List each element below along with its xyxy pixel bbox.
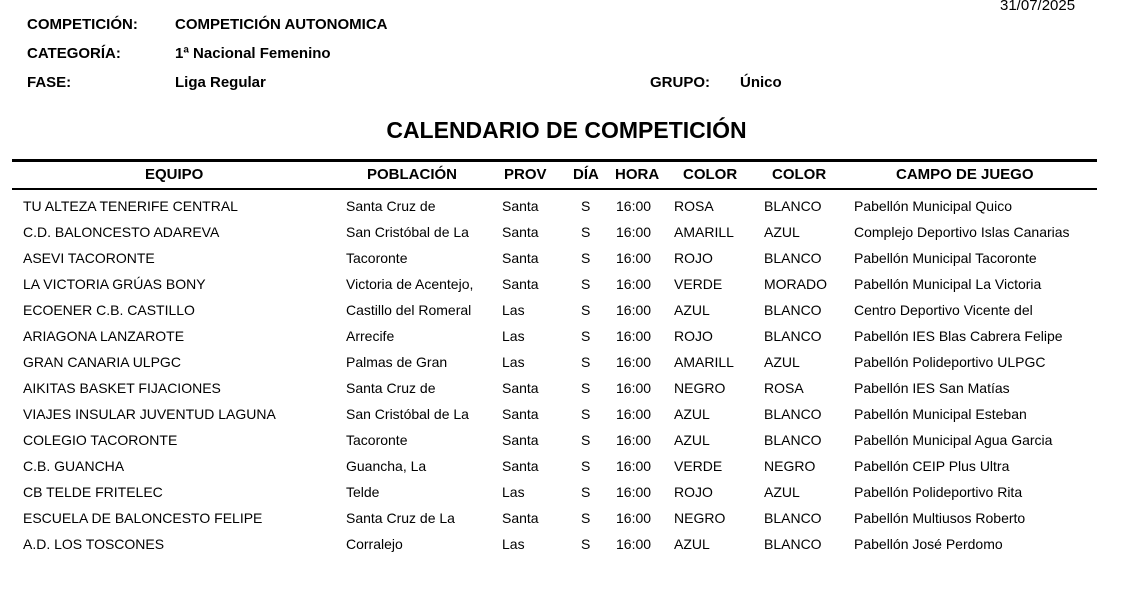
table-row <box>0 458 1133 484</box>
cell-equipo: TU ALTEZA TENERIFE CENTRAL <box>23 198 238 214</box>
cell-poblacion: Corralejo <box>346 536 403 552</box>
cell-prov: Santa <box>502 432 539 448</box>
table-row <box>0 328 1133 354</box>
page-title: CALENDARIO DE COMPETICIÓN <box>386 117 747 143</box>
table-row <box>0 484 1133 510</box>
cell-poblacion: Castillo del Romeral <box>346 302 472 318</box>
cell-campo: Pabellón Municipal Quico <box>854 198 1012 214</box>
column-header-prov: PROV <box>504 166 547 183</box>
cell-color-1: AZUL <box>674 432 710 448</box>
cell-poblacion: San Cristóbal de La <box>346 224 469 240</box>
cell-poblacion: Victoria de Acentejo, <box>346 276 474 292</box>
cell-prov: Las <box>502 536 525 552</box>
cell-prov: Santa <box>502 380 539 396</box>
table-row <box>0 224 1133 250</box>
cell-color-1: ROJO <box>674 328 713 344</box>
cell-equipo: COLEGIO TACORONTE <box>23 432 178 448</box>
cell-dia: S <box>581 406 591 422</box>
cell-hora: 16:00 <box>616 328 652 344</box>
cell-prov: Las <box>502 354 525 370</box>
table-row <box>0 510 1133 536</box>
cell-color-2: BLANCO <box>764 510 822 526</box>
cell-campo: Pabellón José Perdomo <box>854 536 1003 552</box>
cell-hora: 16:00 <box>616 224 652 240</box>
cell-equipo: GRAN CANARIA ULPGC <box>23 354 181 370</box>
cell-poblacion: Santa Cruz de <box>346 380 436 396</box>
cell-color-2: BLANCO <box>764 536 822 552</box>
cell-poblacion: Santa Cruz de La <box>346 510 455 526</box>
cell-color-1: NEGRO <box>674 510 726 526</box>
cell-dia: S <box>581 380 591 396</box>
cell-hora: 16:00 <box>616 510 652 526</box>
cell-hora: 16:00 <box>616 432 652 448</box>
cell-poblacion: Tacoronte <box>346 432 408 448</box>
cell-color-1: NEGRO <box>674 380 726 396</box>
cell-prov: Las <box>502 484 525 500</box>
cell-color-1: AMARILL <box>674 354 734 370</box>
categoria-label: CATEGORÍA: <box>27 45 121 62</box>
cell-dia: S <box>581 224 591 240</box>
cell-campo: Pabellón Municipal Agua Garcia <box>854 432 1053 448</box>
cell-campo: Pabellón IES Blas Cabrera Felipe <box>854 328 1063 344</box>
cell-color-1: AZUL <box>674 536 710 552</box>
table-row <box>0 432 1133 458</box>
cell-hora: 16:00 <box>616 302 652 318</box>
cell-campo: Pabellón Polideportivo ULPGC <box>854 354 1046 370</box>
cell-color-1: AZUL <box>674 406 710 422</box>
cell-equipo: A.D. LOS TOSCONES <box>23 536 165 552</box>
cell-hora: 16:00 <box>616 484 652 500</box>
column-header-equipo: EQUIPO <box>145 166 204 183</box>
cell-equipo: ARIAGONA LANZAROTE <box>23 328 185 344</box>
cell-poblacion: Arrecife <box>346 328 395 344</box>
cell-poblacion: Santa Cruz de <box>346 198 436 214</box>
cell-color-1: AMARILL <box>674 224 734 240</box>
cell-dia: S <box>581 484 591 500</box>
cell-hora: 16:00 <box>616 198 652 214</box>
competicion-label: COMPETICIÓN: <box>27 16 138 33</box>
grupo-value: Único <box>740 74 782 91</box>
cell-color-1: VERDE <box>674 276 723 292</box>
cell-equipo: LA VICTORIA GRÚAS BONY <box>23 276 206 292</box>
cell-dia: S <box>581 198 591 214</box>
cell-prov: Santa <box>502 406 539 422</box>
cell-equipo: ESCUELA DE BALONCESTO FELIPE <box>23 510 263 526</box>
categoria-value: 1ª Nacional Femenino <box>175 45 331 62</box>
cell-equipo: C.B. GUANCHA <box>23 458 125 474</box>
cell-equipo: VIAJES INSULAR JUVENTUD LAGUNA <box>23 406 276 422</box>
cell-hora: 16:00 <box>616 406 652 422</box>
report-date: 31/07/2025 <box>1000 0 1076 14</box>
cell-equipo: ASEVI TACORONTE <box>23 250 155 266</box>
cell-campo: Pabellón Municipal La Victoria <box>854 276 1042 292</box>
cell-color-2: BLANCO <box>764 302 822 318</box>
column-header-poblacion: POBLACIÓN <box>367 166 457 183</box>
cell-campo: Pabellón Municipal Esteban <box>854 406 1027 422</box>
cell-equipo: CB TELDE FRITELEC <box>23 484 163 500</box>
cell-campo: Pabellón CEIP Plus Ultra <box>854 458 1010 474</box>
cell-color-1: AZUL <box>674 302 710 318</box>
table-row <box>0 380 1133 406</box>
cell-color-2: NEGRO <box>764 458 816 474</box>
cell-dia: S <box>581 328 591 344</box>
cell-prov: Santa <box>502 510 539 526</box>
cell-poblacion: San Cristóbal de La <box>346 406 469 422</box>
cell-equipo: ECOENER C.B. CASTILLO <box>23 302 195 318</box>
table-row <box>0 536 1133 562</box>
cell-hora: 16:00 <box>616 458 652 474</box>
column-header-color-2: COLOR <box>772 166 827 183</box>
column-header-color-1: COLOR <box>683 166 738 183</box>
cell-hora: 16:00 <box>616 380 652 396</box>
cell-poblacion: Tacoronte <box>346 250 408 266</box>
cell-color-1: ROSA <box>674 198 714 214</box>
cell-color-2: AZUL <box>764 484 800 500</box>
table-row <box>0 302 1133 328</box>
cell-color-2: BLANCO <box>764 198 822 214</box>
cell-color-2: ROSA <box>764 380 804 396</box>
cell-dia: S <box>581 302 591 318</box>
column-header-campo: CAMPO DE JUEGO <box>896 166 1034 183</box>
cell-color-1: VERDE <box>674 458 723 474</box>
cell-dia: S <box>581 510 591 526</box>
cell-color-2: BLANCO <box>764 250 822 266</box>
cell-hora: 16:00 <box>616 354 652 370</box>
cell-prov: Santa <box>502 276 539 292</box>
cell-dia: S <box>581 250 591 266</box>
cell-equipo: C.D. BALONCESTO ADAREVA <box>23 224 220 240</box>
cell-equipo: AIKITAS BASKET FIJACIONES <box>23 380 221 396</box>
cell-poblacion: Telde <box>346 484 380 500</box>
table-row <box>0 354 1133 380</box>
grupo-label: GRUPO: <box>650 74 710 91</box>
cell-poblacion: Palmas de Gran <box>346 354 448 370</box>
cell-prov: Las <box>502 328 525 344</box>
fase-label: FASE: <box>27 74 72 91</box>
table-row <box>0 198 1133 224</box>
cell-prov: Santa <box>502 458 539 474</box>
table-row <box>0 406 1133 432</box>
cell-color-2: AZUL <box>764 224 800 240</box>
cell-dia: S <box>581 536 591 552</box>
column-header-dia: DÍA <box>573 166 599 183</box>
header-bottom-rule <box>12 188 1097 190</box>
cell-dia: S <box>581 458 591 474</box>
fase-value: Liga Regular <box>175 74 266 91</box>
competicion-value: COMPETICIÓN AUTONOMICA <box>175 16 388 33</box>
column-header-hora: HORA <box>615 166 660 183</box>
cell-color-1: ROJO <box>674 484 713 500</box>
cell-dia: S <box>581 276 591 292</box>
cell-prov: Santa <box>502 198 539 214</box>
cell-color-1: ROJO <box>674 250 713 266</box>
cell-campo: Pabellón Multiusos Roberto <box>854 510 1026 526</box>
cell-prov: Santa <box>502 250 539 266</box>
cell-color-2: BLANCO <box>764 406 822 422</box>
cell-hora: 16:00 <box>616 250 652 266</box>
table-row <box>0 276 1133 302</box>
cell-color-2: BLANCO <box>764 328 822 344</box>
header-top-rule <box>12 159 1097 162</box>
cell-color-2: BLANCO <box>764 432 822 448</box>
table-row <box>0 250 1133 276</box>
cell-campo: Complejo Deportivo Islas Canarias <box>854 224 1070 240</box>
cell-poblacion: Guancha, La <box>346 458 427 474</box>
cell-color-2: MORADO <box>764 276 827 292</box>
cell-dia: S <box>581 432 591 448</box>
cell-prov: Santa <box>502 224 539 240</box>
cell-dia: S <box>581 354 591 370</box>
cell-hora: 16:00 <box>616 536 652 552</box>
cell-hora: 16:00 <box>616 276 652 292</box>
cell-campo: Centro Deportivo Vicente del <box>854 302 1033 318</box>
cell-campo: Pabellón Polideportivo Rita <box>854 484 1023 500</box>
cell-campo: Pabellón IES San Matías <box>854 380 1010 396</box>
cell-prov: Las <box>502 302 525 318</box>
cell-color-2: AZUL <box>764 354 800 370</box>
cell-campo: Pabellón Municipal Tacoronte <box>854 250 1037 266</box>
